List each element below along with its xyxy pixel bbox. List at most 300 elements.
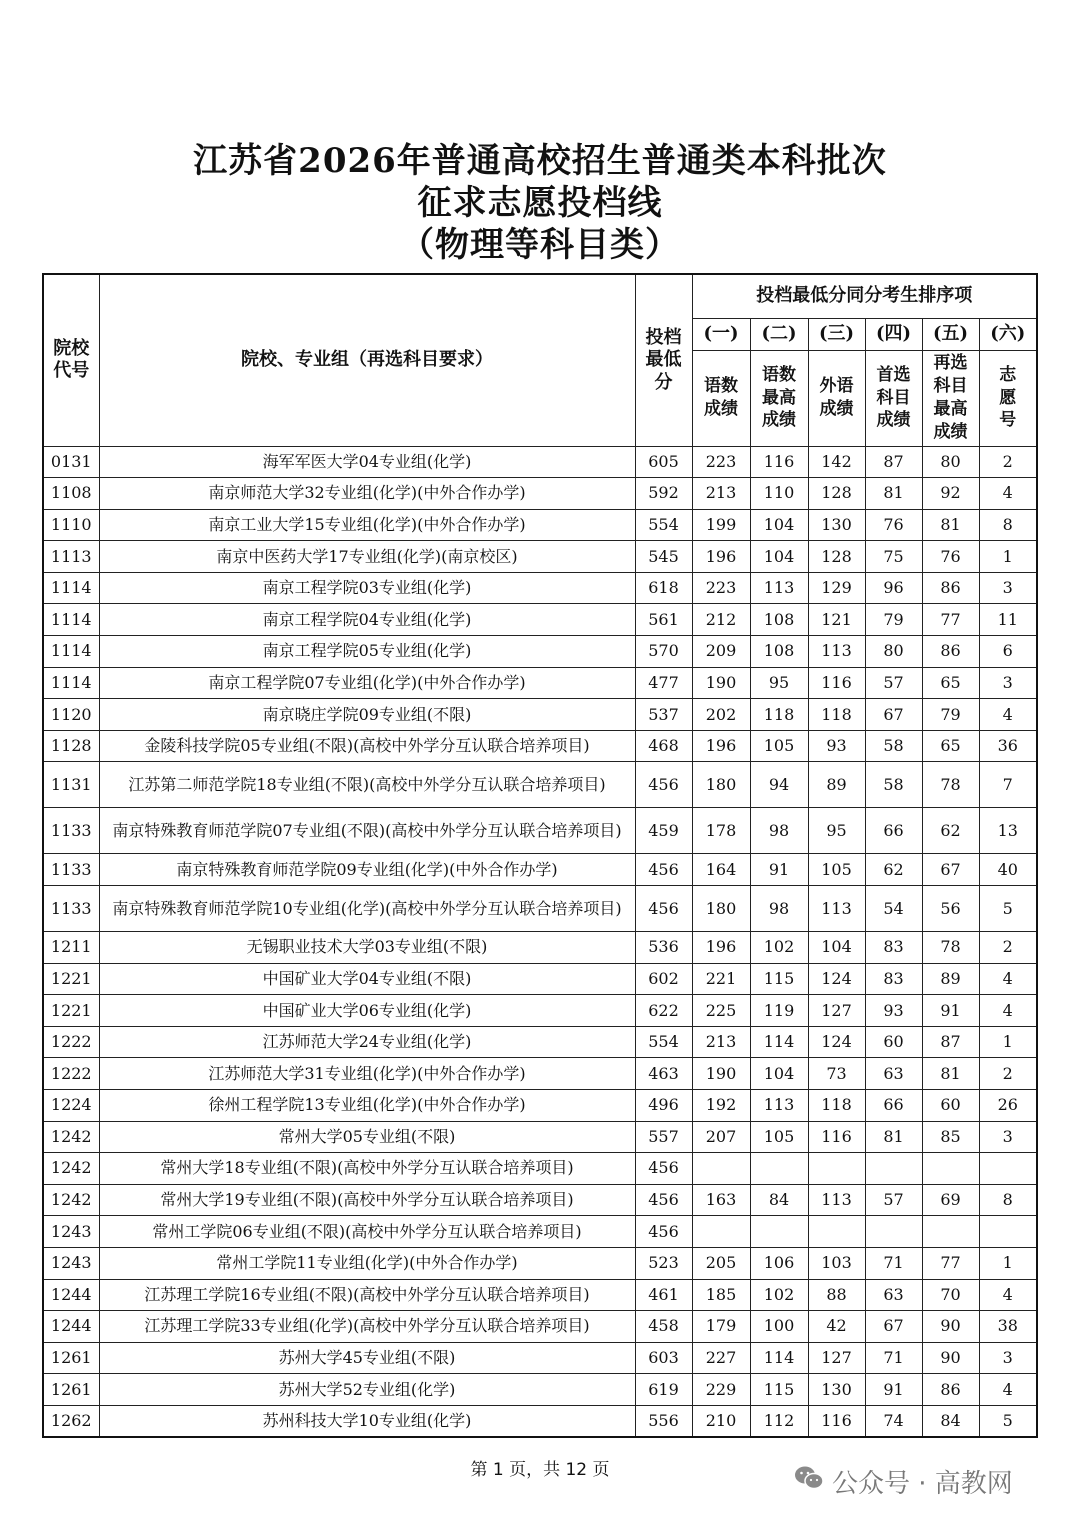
tiebreak-cell: 98	[750, 886, 808, 932]
tiebreak-cell: 113	[808, 1184, 865, 1216]
tiebreak-cell: 196	[692, 730, 750, 762]
tiebreak-cell: 1	[979, 1026, 1037, 1058]
tiebreak-cell: 121	[808, 604, 865, 636]
tiebreak-cell: 4	[979, 963, 1037, 995]
tiebreak-cell: 114	[750, 1342, 808, 1374]
school-group-cell: 苏州大学52专业组(化学)	[99, 1374, 635, 1406]
tiebreak-cell: 128	[808, 541, 865, 573]
header-criterion-6: 志 愿 号	[979, 350, 1037, 446]
table-row	[43, 1405, 1037, 1437]
school-code-cell: 1242	[43, 1121, 99, 1153]
tiebreak-cell: 3	[979, 1342, 1037, 1374]
tiebreak-cell: 81	[922, 1058, 979, 1090]
tiebreak-cell: 116	[808, 1121, 865, 1153]
min-score-cell: 456	[635, 1153, 692, 1185]
table-row	[43, 1058, 1037, 1090]
tiebreak-cell: 4	[979, 995, 1037, 1027]
school-group-cell: 中国矿业大学04专业组(不限)	[99, 963, 635, 995]
tiebreak-cell: 113	[750, 572, 808, 604]
tiebreak-cell: 227	[692, 1342, 750, 1374]
tiebreak-cell: 8	[979, 1184, 1037, 1216]
min-score-cell: 605	[635, 446, 692, 478]
school-code-cell: 1133	[43, 808, 99, 854]
school-group-cell: 南京特殊教育师范学院07专业组(不限)(高校中外学分互认联合培养项目)	[99, 808, 635, 854]
school-group-cell: 南京师范大学32专业组(化学)(中外合作办学)	[99, 478, 635, 510]
tiebreak-cell: 76	[865, 509, 922, 541]
tiebreak-cell: 4	[979, 1374, 1037, 1406]
tiebreak-cell: 71	[865, 1247, 922, 1279]
min-score-cell: 570	[635, 636, 692, 668]
min-score-cell: 556	[635, 1405, 692, 1437]
school-group-cell: 金陵科技学院05专业组(不限)(高校中外学分互认联合培养项目)	[99, 730, 635, 762]
tiebreak-cell	[865, 1153, 922, 1185]
school-group-cell: 中国矿业大学06专业组(化学)	[99, 995, 635, 1027]
tiebreak-cell: 83	[865, 963, 922, 995]
tiebreak-cell: 87	[922, 1026, 979, 1058]
tiebreak-cell: 225	[692, 995, 750, 1027]
tiebreak-cell: 124	[808, 963, 865, 995]
min-score-cell: 496	[635, 1090, 692, 1122]
tiebreak-cell: 65	[922, 667, 979, 699]
tiebreak-cell: 79	[922, 699, 979, 731]
tiebreak-cell: 104	[750, 509, 808, 541]
table-row	[43, 446, 1037, 478]
table-row	[43, 667, 1037, 699]
tiebreak-cell: 104	[750, 541, 808, 573]
min-score-cell: 456	[635, 886, 692, 932]
tiebreak-cell: 118	[750, 699, 808, 731]
table-row	[43, 932, 1037, 964]
table-row	[43, 808, 1037, 854]
min-score-cell: 619	[635, 1374, 692, 1406]
tiebreak-cell: 57	[865, 1184, 922, 1216]
tiebreak-cell: 106	[750, 1247, 808, 1279]
tiebreak-cell: 91	[750, 854, 808, 886]
min-score-cell: 456	[635, 1184, 692, 1216]
school-group-cell: 常州工学院06专业组(不限)(高校中外学分互认联合培养项目)	[99, 1216, 635, 1248]
tiebreak-cell: 2	[979, 446, 1037, 478]
wechat-icon	[794, 1465, 824, 1498]
header-order-5: (五)	[922, 318, 979, 350]
tiebreak-cell: 142	[808, 446, 865, 478]
tiebreak-cell	[692, 1216, 750, 1248]
table-row	[43, 1374, 1037, 1406]
tiebreak-cell: 163	[692, 1184, 750, 1216]
header-order-3: (三)	[808, 318, 865, 350]
tiebreak-cell: 75	[865, 541, 922, 573]
school-code-cell: 1131	[43, 762, 99, 808]
school-group-cell: 苏州大学45专业组(不限)	[99, 1342, 635, 1374]
tiebreak-cell: 13	[979, 808, 1037, 854]
tiebreak-cell	[979, 1216, 1037, 1248]
min-score-cell: 536	[635, 932, 692, 964]
tiebreak-cell: 70	[922, 1279, 979, 1311]
header-criterion-1: 语数 成绩	[692, 350, 750, 446]
header-min-score: 投档 最低 分	[635, 274, 692, 446]
tiebreak-cell: 86	[922, 572, 979, 604]
tiebreak-cell: 199	[692, 509, 750, 541]
table-row	[43, 854, 1037, 886]
tiebreak-cell: 185	[692, 1279, 750, 1311]
min-score-cell: 461	[635, 1279, 692, 1311]
table-row	[43, 572, 1037, 604]
tiebreak-cell: 93	[865, 995, 922, 1027]
tiebreak-cell	[922, 1153, 979, 1185]
tiebreak-cell: 105	[750, 730, 808, 762]
table-row	[43, 1184, 1037, 1216]
tiebreak-cell: 81	[922, 509, 979, 541]
tiebreak-cell: 115	[750, 1374, 808, 1406]
tiebreak-cell: 67	[865, 699, 922, 731]
min-score-cell: 468	[635, 730, 692, 762]
school-group-cell: 江苏理工学院33专业组(化学)(高校中外学分互认联合培养项目)	[99, 1311, 635, 1343]
school-code-cell: 1221	[43, 995, 99, 1027]
tiebreak-cell: 88	[808, 1279, 865, 1311]
table-row	[43, 1153, 1037, 1185]
tiebreak-cell: 5	[979, 886, 1037, 932]
tiebreak-cell	[750, 1216, 808, 1248]
tiebreak-cell: 118	[808, 699, 865, 731]
document-subtitle: 征求志愿投档线	[417, 183, 663, 223]
school-code-cell: 1261	[43, 1374, 99, 1406]
header-order-1: (一)	[692, 318, 750, 350]
tiebreak-cell: 60	[922, 1090, 979, 1122]
tiebreak-cell: 26	[979, 1090, 1037, 1122]
tiebreak-cell: 180	[692, 886, 750, 932]
tiebreak-cell: 65	[922, 730, 979, 762]
tiebreak-cell: 213	[692, 1026, 750, 1058]
school-group-cell: 江苏第二师范学院18专业组(不限)(高校中外学分互认联合培养项目)	[99, 762, 635, 808]
header-tiebreak-group: 投档最低分同分考生排序项	[692, 274, 1037, 318]
min-score-cell: 622	[635, 995, 692, 1027]
table-row	[43, 730, 1037, 762]
school-code-cell: 1128	[43, 730, 99, 762]
tiebreak-cell: 62	[865, 854, 922, 886]
school-code-cell: 1211	[43, 932, 99, 964]
tiebreak-cell	[979, 1153, 1037, 1185]
school-code-cell: 1133	[43, 886, 99, 932]
tiebreak-cell: 196	[692, 541, 750, 573]
tiebreak-cell: 102	[750, 1279, 808, 1311]
table-row	[43, 886, 1037, 932]
tiebreak-cell: 105	[750, 1121, 808, 1153]
tiebreak-cell: 108	[750, 636, 808, 668]
school-code-cell: 1222	[43, 1058, 99, 1090]
tiebreak-cell: 42	[808, 1311, 865, 1343]
table-row	[43, 1090, 1037, 1122]
min-score-cell: 459	[635, 808, 692, 854]
tiebreak-cell: 86	[922, 636, 979, 668]
tiebreak-cell: 179	[692, 1311, 750, 1343]
tiebreak-cell: 2	[979, 1058, 1037, 1090]
tiebreak-cell: 6	[979, 636, 1037, 668]
tiebreak-cell: 192	[692, 1090, 750, 1122]
tiebreak-cell: 115	[750, 963, 808, 995]
school-group-cell: 海军军医大学04专业组(化学)	[99, 446, 635, 478]
school-group-cell: 常州大学19专业组(不限)(高校中外学分互认联合培养项目)	[99, 1184, 635, 1216]
table-row	[43, 509, 1037, 541]
school-code-cell: 1114	[43, 604, 99, 636]
tiebreak-cell: 113	[808, 636, 865, 668]
tiebreak-cell: 90	[922, 1311, 979, 1343]
tiebreak-cell: 110	[750, 478, 808, 510]
tiebreak-cell: 92	[922, 478, 979, 510]
tiebreak-cell: 80	[865, 636, 922, 668]
tiebreak-cell: 3	[979, 667, 1037, 699]
tiebreak-cell: 113	[808, 886, 865, 932]
school-code-cell: 1222	[43, 1026, 99, 1058]
tiebreak-cell: 180	[692, 762, 750, 808]
tiebreak-cell: 207	[692, 1121, 750, 1153]
tiebreak-cell: 66	[865, 1090, 922, 1122]
tiebreak-cell: 221	[692, 963, 750, 995]
school-code-cell: 0131	[43, 446, 99, 478]
tiebreak-cell: 212	[692, 604, 750, 636]
min-score-cell: 537	[635, 699, 692, 731]
tiebreak-cell: 119	[750, 995, 808, 1027]
school-code-cell: 1243	[43, 1216, 99, 1248]
tiebreak-cell: 95	[750, 667, 808, 699]
table-row	[43, 1026, 1037, 1058]
tiebreak-cell: 83	[865, 932, 922, 964]
school-code-cell: 1133	[43, 854, 99, 886]
table-row	[43, 762, 1037, 808]
tiebreak-cell: 114	[750, 1026, 808, 1058]
school-code-cell: 1244	[43, 1279, 99, 1311]
min-score-cell: 602	[635, 963, 692, 995]
tiebreak-cell: 223	[692, 572, 750, 604]
tiebreak-cell	[922, 1216, 979, 1248]
tiebreak-cell	[750, 1153, 808, 1185]
document-category: （物理等科目类）	[400, 225, 680, 265]
tiebreak-cell: 62	[922, 808, 979, 854]
tiebreak-cell	[808, 1216, 865, 1248]
tiebreak-cell: 98	[750, 808, 808, 854]
tiebreak-cell: 36	[979, 730, 1037, 762]
min-score-cell: 618	[635, 572, 692, 604]
tiebreak-cell: 81	[865, 478, 922, 510]
tiebreak-cell: 130	[808, 1374, 865, 1406]
tiebreak-cell: 104	[808, 932, 865, 964]
tiebreak-cell: 77	[922, 604, 979, 636]
school-code-cell: 1113	[43, 541, 99, 573]
tiebreak-cell: 8	[979, 509, 1037, 541]
school-code-cell: 1114	[43, 636, 99, 668]
tiebreak-cell: 85	[922, 1121, 979, 1153]
tiebreak-cell: 96	[865, 572, 922, 604]
min-score-cell: 456	[635, 1216, 692, 1248]
tiebreak-cell: 127	[808, 1342, 865, 1374]
school-group-cell: 南京中医药大学17专业组(化学)(南京校区)	[99, 541, 635, 573]
tiebreak-cell: 209	[692, 636, 750, 668]
school-group-cell: 南京工程学院03专业组(化学)	[99, 572, 635, 604]
tiebreak-cell: 91	[922, 995, 979, 1027]
tiebreak-cell: 91	[865, 1374, 922, 1406]
table-row	[43, 541, 1037, 573]
school-code-cell: 1243	[43, 1247, 99, 1279]
watermark-text: 公众号 · 高教网	[832, 1469, 1013, 1499]
header-school-code: 院校 代号	[43, 274, 99, 446]
header-order-4: (四)	[865, 318, 922, 350]
tiebreak-cell: 127	[808, 995, 865, 1027]
tiebreak-cell: 108	[750, 604, 808, 636]
tiebreak-cell: 205	[692, 1247, 750, 1279]
header-order-2: (二)	[750, 318, 808, 350]
tiebreak-cell: 4	[979, 1279, 1037, 1311]
table-row	[43, 478, 1037, 510]
tiebreak-cell: 113	[750, 1090, 808, 1122]
tiebreak-cell: 79	[865, 604, 922, 636]
school-code-cell: 1221	[43, 963, 99, 995]
tiebreak-cell: 11	[979, 604, 1037, 636]
document-title: 江苏省2026年普通高校招生普通类本科批次	[193, 141, 887, 181]
tiebreak-cell: 190	[692, 667, 750, 699]
page-footer: 第 1 页，共 12 页	[470, 1460, 610, 1480]
tiebreak-cell: 74	[865, 1405, 922, 1437]
tiebreak-cell: 60	[865, 1026, 922, 1058]
min-score-cell: 561	[635, 604, 692, 636]
tiebreak-cell: 94	[750, 762, 808, 808]
min-score-cell: 554	[635, 509, 692, 541]
tiebreak-cell: 103	[808, 1247, 865, 1279]
tiebreak-cell: 81	[865, 1121, 922, 1153]
table-row	[43, 1342, 1037, 1374]
tiebreak-cell: 130	[808, 509, 865, 541]
tiebreak-cell: 71	[865, 1342, 922, 1374]
school-code-cell: 1224	[43, 1090, 99, 1122]
tiebreak-cell: 178	[692, 808, 750, 854]
table-row	[43, 995, 1037, 1027]
tiebreak-cell: 58	[865, 730, 922, 762]
tiebreak-cell: 63	[865, 1279, 922, 1311]
school-code-cell: 1242	[43, 1184, 99, 1216]
tiebreak-cell: 112	[750, 1405, 808, 1437]
tiebreak-cell: 116	[808, 1405, 865, 1437]
school-code-cell: 1120	[43, 699, 99, 731]
tiebreak-cell: 78	[922, 762, 979, 808]
tiebreak-cell: 100	[750, 1311, 808, 1343]
min-score-cell: 456	[635, 854, 692, 886]
school-group-cell: 无锡职业技术大学03专业组(不限)	[99, 932, 635, 964]
school-group-cell: 常州大学05专业组(不限)	[99, 1121, 635, 1153]
school-code-cell: 1114	[43, 572, 99, 604]
tiebreak-cell: 1	[979, 1247, 1037, 1279]
tiebreak-cell: 7	[979, 762, 1037, 808]
min-score-cell: 603	[635, 1342, 692, 1374]
school-group-cell: 常州大学18专业组(不限)(高校中外学分互认联合培养项目)	[99, 1153, 635, 1185]
school-group-cell: 南京工业大学15专业组(化学)(中外合作办学)	[99, 509, 635, 541]
tiebreak-cell	[808, 1153, 865, 1185]
tiebreak-cell: 104	[750, 1058, 808, 1090]
min-score-cell: 557	[635, 1121, 692, 1153]
table-row	[43, 699, 1037, 731]
tiebreak-cell: 129	[808, 572, 865, 604]
tiebreak-cell: 196	[692, 932, 750, 964]
tiebreak-cell: 73	[808, 1058, 865, 1090]
tiebreak-cell: 89	[922, 963, 979, 995]
tiebreak-cell	[865, 1216, 922, 1248]
tiebreak-cell: 3	[979, 572, 1037, 604]
tiebreak-cell: 40	[979, 854, 1037, 886]
school-group-cell: 南京工程学院04专业组(化学)	[99, 604, 635, 636]
tiebreak-cell: 124	[808, 1026, 865, 1058]
tiebreak-cell: 5	[979, 1405, 1037, 1437]
tiebreak-cell: 54	[865, 886, 922, 932]
tiebreak-cell: 116	[808, 667, 865, 699]
min-score-cell: 545	[635, 541, 692, 573]
tiebreak-cell: 84	[750, 1184, 808, 1216]
table-row	[43, 1216, 1037, 1248]
min-score-cell: 477	[635, 667, 692, 699]
tiebreak-cell: 1	[979, 541, 1037, 573]
tiebreak-cell: 76	[922, 541, 979, 573]
tiebreak-cell: 38	[979, 1311, 1037, 1343]
header-criterion-3: 外语 成绩	[808, 350, 865, 446]
tiebreak-cell: 102	[750, 932, 808, 964]
tiebreak-cell: 58	[865, 762, 922, 808]
header-criterion-2: 语数 最高 成绩	[750, 350, 808, 446]
watermark	[794, 1463, 1013, 1500]
school-group-cell: 苏州科技大学10专业组(化学)	[99, 1405, 635, 1437]
table-row	[43, 1121, 1037, 1153]
tiebreak-cell: 93	[808, 730, 865, 762]
tiebreak-cell: 87	[865, 446, 922, 478]
tiebreak-cell: 210	[692, 1405, 750, 1437]
school-group-cell: 江苏师范大学24专业组(化学)	[99, 1026, 635, 1058]
school-code-cell: 1110	[43, 509, 99, 541]
school-code-cell: 1261	[43, 1342, 99, 1374]
tiebreak-cell: 128	[808, 478, 865, 510]
school-group-cell: 常州工学院11专业组(化学)(中外合作办学)	[99, 1247, 635, 1279]
tiebreak-cell	[692, 1153, 750, 1185]
school-group-cell: 南京特殊教育师范学院09专业组(化学)(中外合作办学)	[99, 854, 635, 886]
tiebreak-cell: 80	[922, 446, 979, 478]
header-school-group: 院校、专业组（再选科目要求）	[99, 274, 635, 446]
tiebreak-cell: 4	[979, 699, 1037, 731]
table-row	[43, 963, 1037, 995]
school-group-cell: 南京工程学院05专业组(化学)	[99, 636, 635, 668]
tiebreak-cell: 84	[922, 1405, 979, 1437]
tiebreak-cell: 3	[979, 1121, 1037, 1153]
tiebreak-cell: 118	[808, 1090, 865, 1122]
min-score-cell: 463	[635, 1058, 692, 1090]
table-row	[43, 1247, 1037, 1279]
header-order-6: (六)	[979, 318, 1037, 350]
school-group-cell: 南京晓庄学院09专业组(不限)	[99, 699, 635, 731]
table-row	[43, 1311, 1037, 1343]
school-group-cell: 江苏师范大学31专业组(化学)(中外合作办学)	[99, 1058, 635, 1090]
tiebreak-cell: 67	[865, 1311, 922, 1343]
min-score-cell: 592	[635, 478, 692, 510]
header-criterion-5: 再选 科目 最高 成绩	[922, 350, 979, 446]
tiebreak-cell: 86	[922, 1374, 979, 1406]
tiebreak-cell: 229	[692, 1374, 750, 1406]
school-code-cell: 1244	[43, 1311, 99, 1343]
admission-score-table	[42, 273, 1038, 1438]
tiebreak-cell: 202	[692, 699, 750, 731]
tiebreak-cell: 90	[922, 1342, 979, 1374]
school-code-cell: 1114	[43, 667, 99, 699]
tiebreak-cell: 213	[692, 478, 750, 510]
tiebreak-cell: 116	[750, 446, 808, 478]
school-group-cell: 江苏理工学院16专业组(不限)(高校中外学分互认联合培养项目)	[99, 1279, 635, 1311]
tiebreak-cell: 164	[692, 854, 750, 886]
tiebreak-cell: 105	[808, 854, 865, 886]
tiebreak-cell: 69	[922, 1184, 979, 1216]
tiebreak-cell: 89	[808, 762, 865, 808]
tiebreak-cell: 78	[922, 932, 979, 964]
header-criterion-4: 首选 科目 成绩	[865, 350, 922, 446]
